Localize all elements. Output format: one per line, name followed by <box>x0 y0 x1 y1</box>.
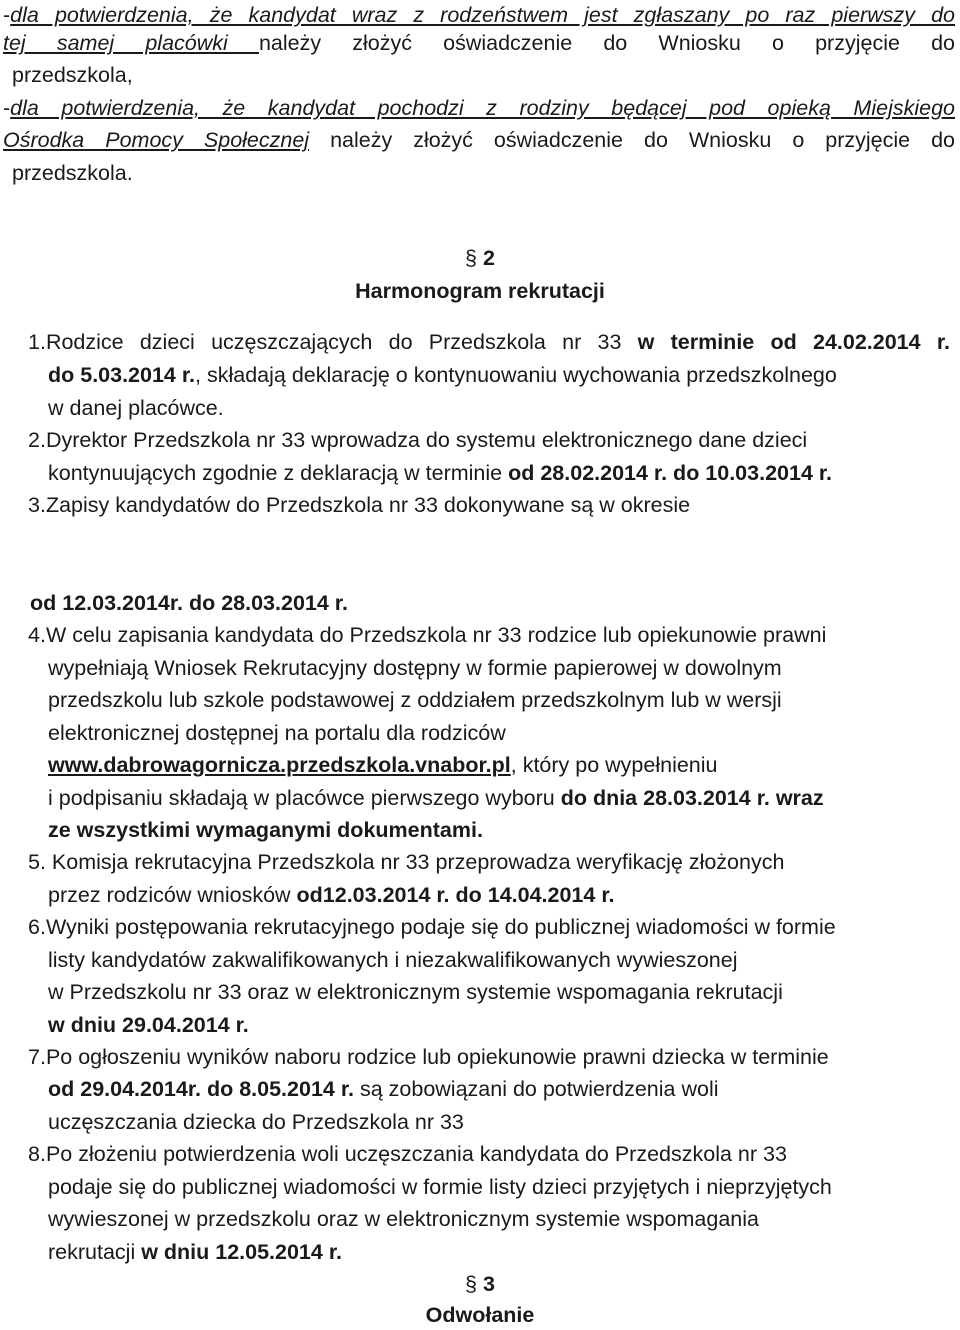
section-symbol: § <box>465 246 477 270</box>
item-number: 6. <box>28 915 46 939</box>
section-title: Odwołanie <box>425 1303 535 1327</box>
section-heading <box>0 1269 960 1299</box>
intro-italic-text: dla potwierdzenia, że kandydat pochodzi z rodziny będącej pod opieką Miejskiego <box>10 96 955 120</box>
intro-line <box>3 125 955 155</box>
date-range: do 5.03.2014 r. <box>48 363 196 387</box>
item-text: Zapisy kandydatów do Przedszkola nr 33 dokonywane są w okresie <box>45 493 691 517</box>
item-line <box>48 750 718 780</box>
item-number: 3. <box>28 493 46 517</box>
list-item <box>28 1139 787 1169</box>
list-item <box>28 847 784 877</box>
intro-text: należy złożyć oświadczenie do Wniosku o przyjęcie do <box>258 31 955 55</box>
section-number: 2 <box>482 246 495 270</box>
item-number: 2. <box>28 428 46 452</box>
list-item <box>28 490 690 520</box>
deadline: do dnia 28.03.2014 r. wraz <box>560 786 824 810</box>
item-line: w Przedszkolu nr 33 oraz w elektronicznym systemie wspomagania rekrutacji <box>48 980 783 1004</box>
item-text: Wyniki postępowania rekrutacyjnego podaje się do publicznej wiadomości w formie <box>45 915 836 939</box>
item-line <box>48 1237 342 1267</box>
item-text: przez rodziców wniosków <box>48 883 297 907</box>
item-number: 4. <box>28 623 46 647</box>
intro-italic-text: tej samej placówki <box>3 31 259 55</box>
dash: - <box>3 3 11 27</box>
item-line: przedszkolu lub szkole podstawowej z oddziałem przedszkolnym lub w wersji <box>48 688 782 712</box>
item-line <box>48 1074 719 1104</box>
intro-line <box>3 0 955 30</box>
intro-line <box>3 28 955 58</box>
item-text: W celu zapisania kandydata do Przedszkola nr 33 rodzice lub opiekunowie prawni <box>45 623 827 647</box>
item-text: kontynuujących zgodnie z deklaracją w terminie <box>48 461 509 485</box>
section-title: Harmonogram rekrutacji <box>355 279 605 303</box>
date-range: od 29.04.2014r. do 8.05.2014 r. <box>48 1077 354 1101</box>
item-number: 5. <box>28 850 46 874</box>
item-text: Komisja rekrutacyjna Przedszkola nr 33 przeprowadza weryfikację złożonych <box>45 850 785 874</box>
item-text: , który po wypełnieniu <box>510 753 718 777</box>
dash: - <box>3 96 11 120</box>
item-number: 7. <box>28 1045 46 1069</box>
item-line: listy kandydatów zakwalifikowanych i niezakwalifikowanych wywieszonej <box>48 948 738 972</box>
section-heading <box>0 243 960 273</box>
item-line: ze wszystkimi wymaganymi dokumentami. <box>48 818 483 842</box>
item-line: wypełniają Wniosek Rekrutacyjny dostępny w formie papierowej w dowolnym <box>48 656 782 680</box>
list-item <box>28 912 836 942</box>
portal-link[interactable]: www.dabrowagornicza.przedszkola.vnabor.pl <box>48 753 511 777</box>
section-symbol: § <box>465 1272 477 1296</box>
date-range: od12.03.2014 r. do 14.04.2014 r. <box>296 883 615 907</box>
list-item <box>28 620 826 650</box>
date-range: w dniu 12.05.2014 r. <box>141 1240 342 1264</box>
item-text: , składają deklarację o kontynuowaniu wychowania przedszkolnego <box>195 363 837 387</box>
intro-italic-text: Ośrodka Pomocy Społecznej <box>3 128 310 152</box>
date-range: od 12.03.2014r. do 28.03.2014 r. <box>30 591 348 615</box>
intro-line: przedszkola, <box>12 63 133 87</box>
item-line: elektronicznej dostępnej na portalu dla rodziców <box>48 721 506 745</box>
item-line: podaje się do publicznej wiadomości w formie listy dzieci przyjętych i nieprzyjętych <box>48 1175 832 1199</box>
intro-text: należy złożyć oświadczenie do Wniosku o przyjęcie do <box>309 128 955 152</box>
item-line: uczęszczania dziecka do Przedszkola nr 33 <box>48 1110 464 1134</box>
section-number: 3 <box>482 1272 495 1296</box>
item-text: i podpisaniu składają w placówce pierwszego wyboru <box>48 786 561 810</box>
date-range: od 28.02.2014 r. do 10.03.2014 r. <box>508 461 833 485</box>
item-line: wywieszonej w przedszkolu oraz w elektronicznym systemie wspomagania <box>48 1207 759 1231</box>
list-item <box>28 1042 829 1072</box>
date-range: w terminie od 24.02.2014 r. <box>637 330 950 354</box>
item-line: w danej placówce. <box>48 396 224 420</box>
item-line <box>48 880 614 910</box>
item-number: 1. <box>28 330 46 354</box>
intro-italic-text: dla potwierdzenia, że kandydat wraz z rodzeństwem jest zgłaszany po raz pierwszy do <box>10 3 955 27</box>
item-text: Dyrektor Przedszkola nr 33 wprowadza do systemu elektronicznego dane dzieci <box>45 428 808 452</box>
item-text: Po ogłoszeniu wyników naboru rodzice lub opiekunowie prawni dziecka w terminie <box>45 1045 829 1069</box>
item-text: Rodzice dzieci uczęszczających do Przedszkola nr 33 <box>45 330 638 354</box>
item-line <box>48 458 832 488</box>
item-text: Po złożeniu potwierdzenia woli uczęszczania kandydata do Przedszkola nr 33 <box>45 1142 787 1166</box>
item-text: są zobowiązani do potwierdzenia woli <box>354 1077 719 1101</box>
intro-line <box>3 93 955 123</box>
list-item <box>28 327 950 357</box>
item-number: 8. <box>28 1142 46 1166</box>
item-line <box>48 783 824 813</box>
item-line <box>48 360 837 390</box>
intro-line: przedszkola. <box>12 161 133 185</box>
item-text: rekrutacji <box>48 1240 142 1264</box>
date-range: w dniu 29.04.2014 r. <box>48 1013 249 1037</box>
list-item <box>28 425 807 455</box>
